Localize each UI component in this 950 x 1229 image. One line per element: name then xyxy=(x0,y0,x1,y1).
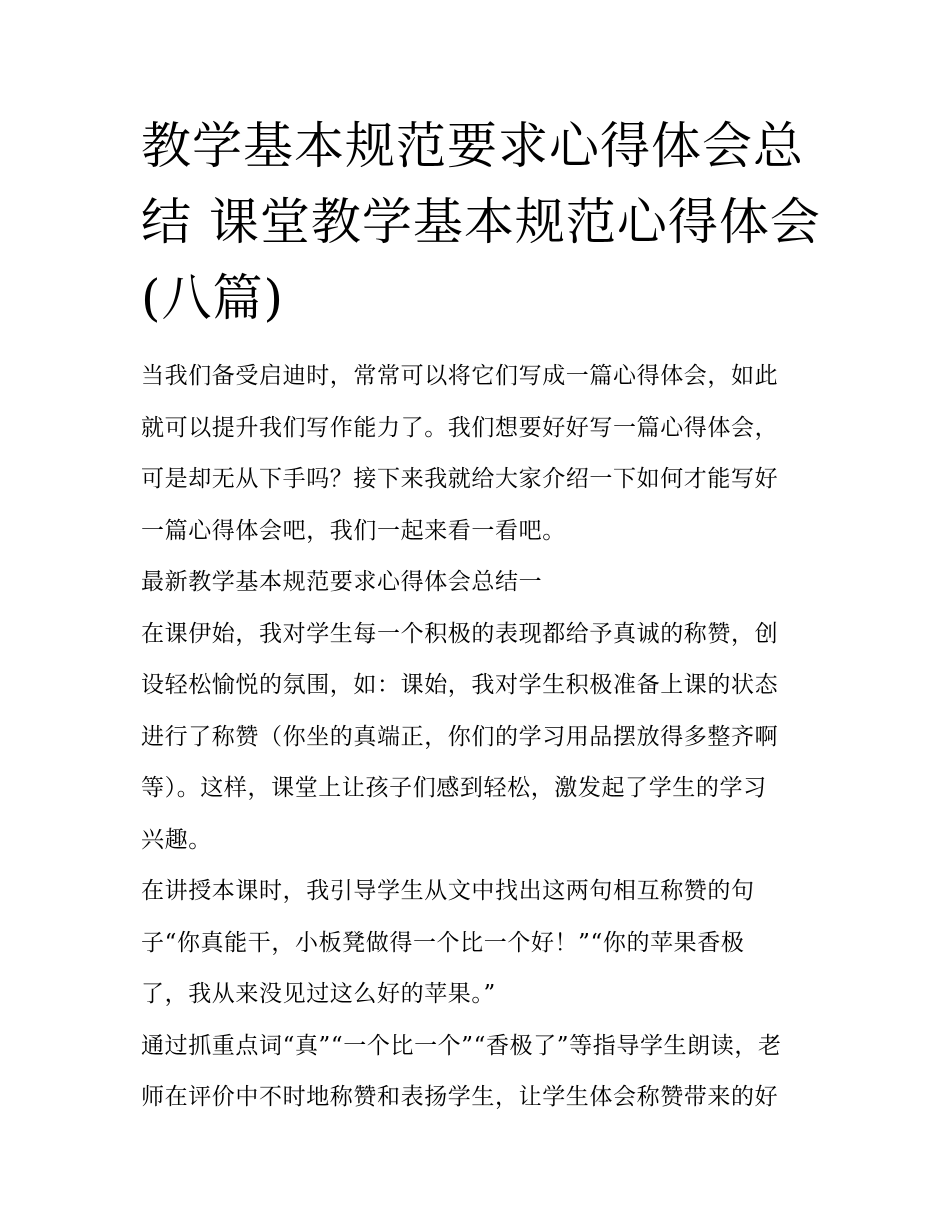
paragraph-1-line-4: 等）。这样，课堂上让孩子们感到轻松，激发起了学生的学习 xyxy=(141,775,767,801)
intro-line-3: 可是却无从下手吗？接下来我就给大家介绍一下如何才能写好 xyxy=(141,466,779,492)
paragraph-2-line-1: 在讲授本课时，我引导学生从文中找出这两句相互称赞的句 xyxy=(141,878,755,904)
paragraph-1-line-3: 进行了称赞（你坐的真端正，你们的学习用品摆放得多整齐啊 xyxy=(141,723,779,750)
title-line-2: 结 课堂教学基本规范心得体会 xyxy=(141,193,821,251)
section-heading: 最新教学基本规范要求心得体会总结一 xyxy=(141,569,543,595)
document-title xyxy=(141,108,821,336)
paragraph-3-line-2: 师在评价中不时地称赞和表扬学生，让学生体会称赞带来的好 xyxy=(141,1084,779,1110)
paragraph-1-line-1: 在课伊始，我对学生每一个积极的表现都给予真诚的称赞，创 xyxy=(141,620,779,647)
intro-line-2: 就可以提升我们写作能力了。我们想要好好写一篇心得体会， xyxy=(141,414,779,441)
paragraph-2-line-3: 了，我从来没见过这么好的苹果。” xyxy=(141,981,496,1007)
document-body xyxy=(141,351,821,1124)
title-line-3: (八篇) xyxy=(141,269,285,327)
intro-line-4: 一篇心得体会吧，我们一起来看一看吧。 xyxy=(141,517,566,544)
paragraph-1-line-5: 兴趣。 xyxy=(141,826,212,853)
paragraph-1-line-2: 设轻松愉悦的氛围，如：课始，我对学生积极准备上课的状态 xyxy=(141,672,779,698)
title-line-1: 教学基本规范要求心得体会总 xyxy=(141,117,804,175)
intro-line-1: 当我们备受启迪时，常常可以将它们写成一篇心得体会，如此 xyxy=(141,363,779,389)
paragraph-3-line-1: 通过抓重点词“真”“一个比一个”“香极了”等指导学生朗读，老 xyxy=(141,1032,782,1059)
paragraph-2-line-2: 子“你真能干，小板凳做得一个比一个好！”“你的苹果香极 xyxy=(141,929,745,956)
